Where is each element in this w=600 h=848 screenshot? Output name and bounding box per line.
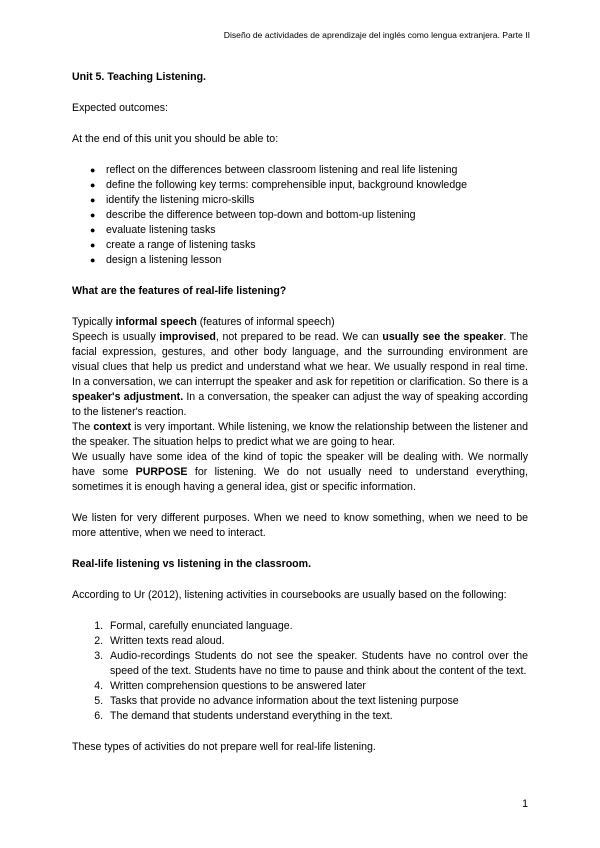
list-item: 3. Audio-recordings Students do not see the speaker. Students have no control over the speed of the text. Students have no time to pause and think about the content of the text. [106, 649, 528, 679]
list-item: ● identify the listening micro-skills [90, 193, 528, 208]
list-item: 4. Written comprehension questions to be answered later [106, 679, 528, 694]
paragraph-purposes: We listen for very different purposes. When we need to know something, when we need to be more attentive, when we need to interact. [72, 512, 528, 539]
paragraph-speech: Speech is usually improvised, not prepared to be read. We can usually see the speaker. The facial expression, gestures, and other body language, and the surrounding environment are visual clues that help us predict and understand what we hear. We usually respond in real time. In a conversation, we can interrupt the speaker and ask for repetition or clarification. So there is a speaker's adjustment. In a conversation, the speaker can adjust the way of speaking according to the listener's reaction. [72, 331, 529, 418]
page-number: 1 [522, 798, 528, 810]
list-item: 5. Tasks that provide no advance information about the text listening purpose [106, 694, 528, 709]
list-item: ● define the following key terms: comprehensible input, background knowledge [90, 178, 528, 193]
list-item: 2. Written texts read aloud. [106, 634, 528, 649]
list-item: 6. The demand that students understand everything in the text. [106, 709, 528, 724]
list-item: ● describe the difference between top-down and bottom-up listening [90, 208, 528, 223]
ur-intro: According to Ur (2012), listening activities in coursebooks are usually based on the following: [72, 589, 507, 601]
section-heading-real-life: What are the features of real-life listening? [72, 285, 287, 297]
coursebook-features-list [72, 619, 528, 724]
page-content [72, 70, 528, 755]
list-item: ● create a range of listening tasks [90, 238, 528, 253]
outcomes-intro: At the end of this unit you should be able to: [72, 133, 279, 145]
list-item: ● reflect on the differences between classroom listening and real life listening [90, 163, 528, 178]
paragraph-context: The context is very important. While listening, we know the relationship between the listener and the speaker. The situation helps to predict what we are going to hear. [72, 421, 528, 448]
typically-line: Typically informal speech (features of informal speech) [72, 316, 335, 328]
running-header: Diseño de actividades de aprendizaje del inglés como lengua extranjera. Parte II [223, 30, 530, 40]
list-item: ● evaluate listening tasks [90, 223, 528, 238]
closing-paragraph: These types of activities do not prepare well for real-life listening. [72, 741, 376, 753]
paragraph-purpose: We usually have some idea of the kind of topic the speaker will be dealing with. We normally have some PURPOSE for listening. We do not usually need to understand everything, sometimes it is enough having a general idea, gist or specific information. [72, 451, 529, 493]
outcomes-list [72, 163, 528, 268]
expected-outcomes-label: Expected outcomes: [72, 102, 168, 114]
list-item: 1. Formal, carefully enunciated language. [106, 619, 528, 634]
list-item: ● design a listening lesson [90, 253, 528, 268]
section-heading-classroom: Real-life listening vs listening in the classroom. [72, 558, 312, 570]
unit-title: Unit 5. Teaching Listening. [72, 71, 206, 83]
